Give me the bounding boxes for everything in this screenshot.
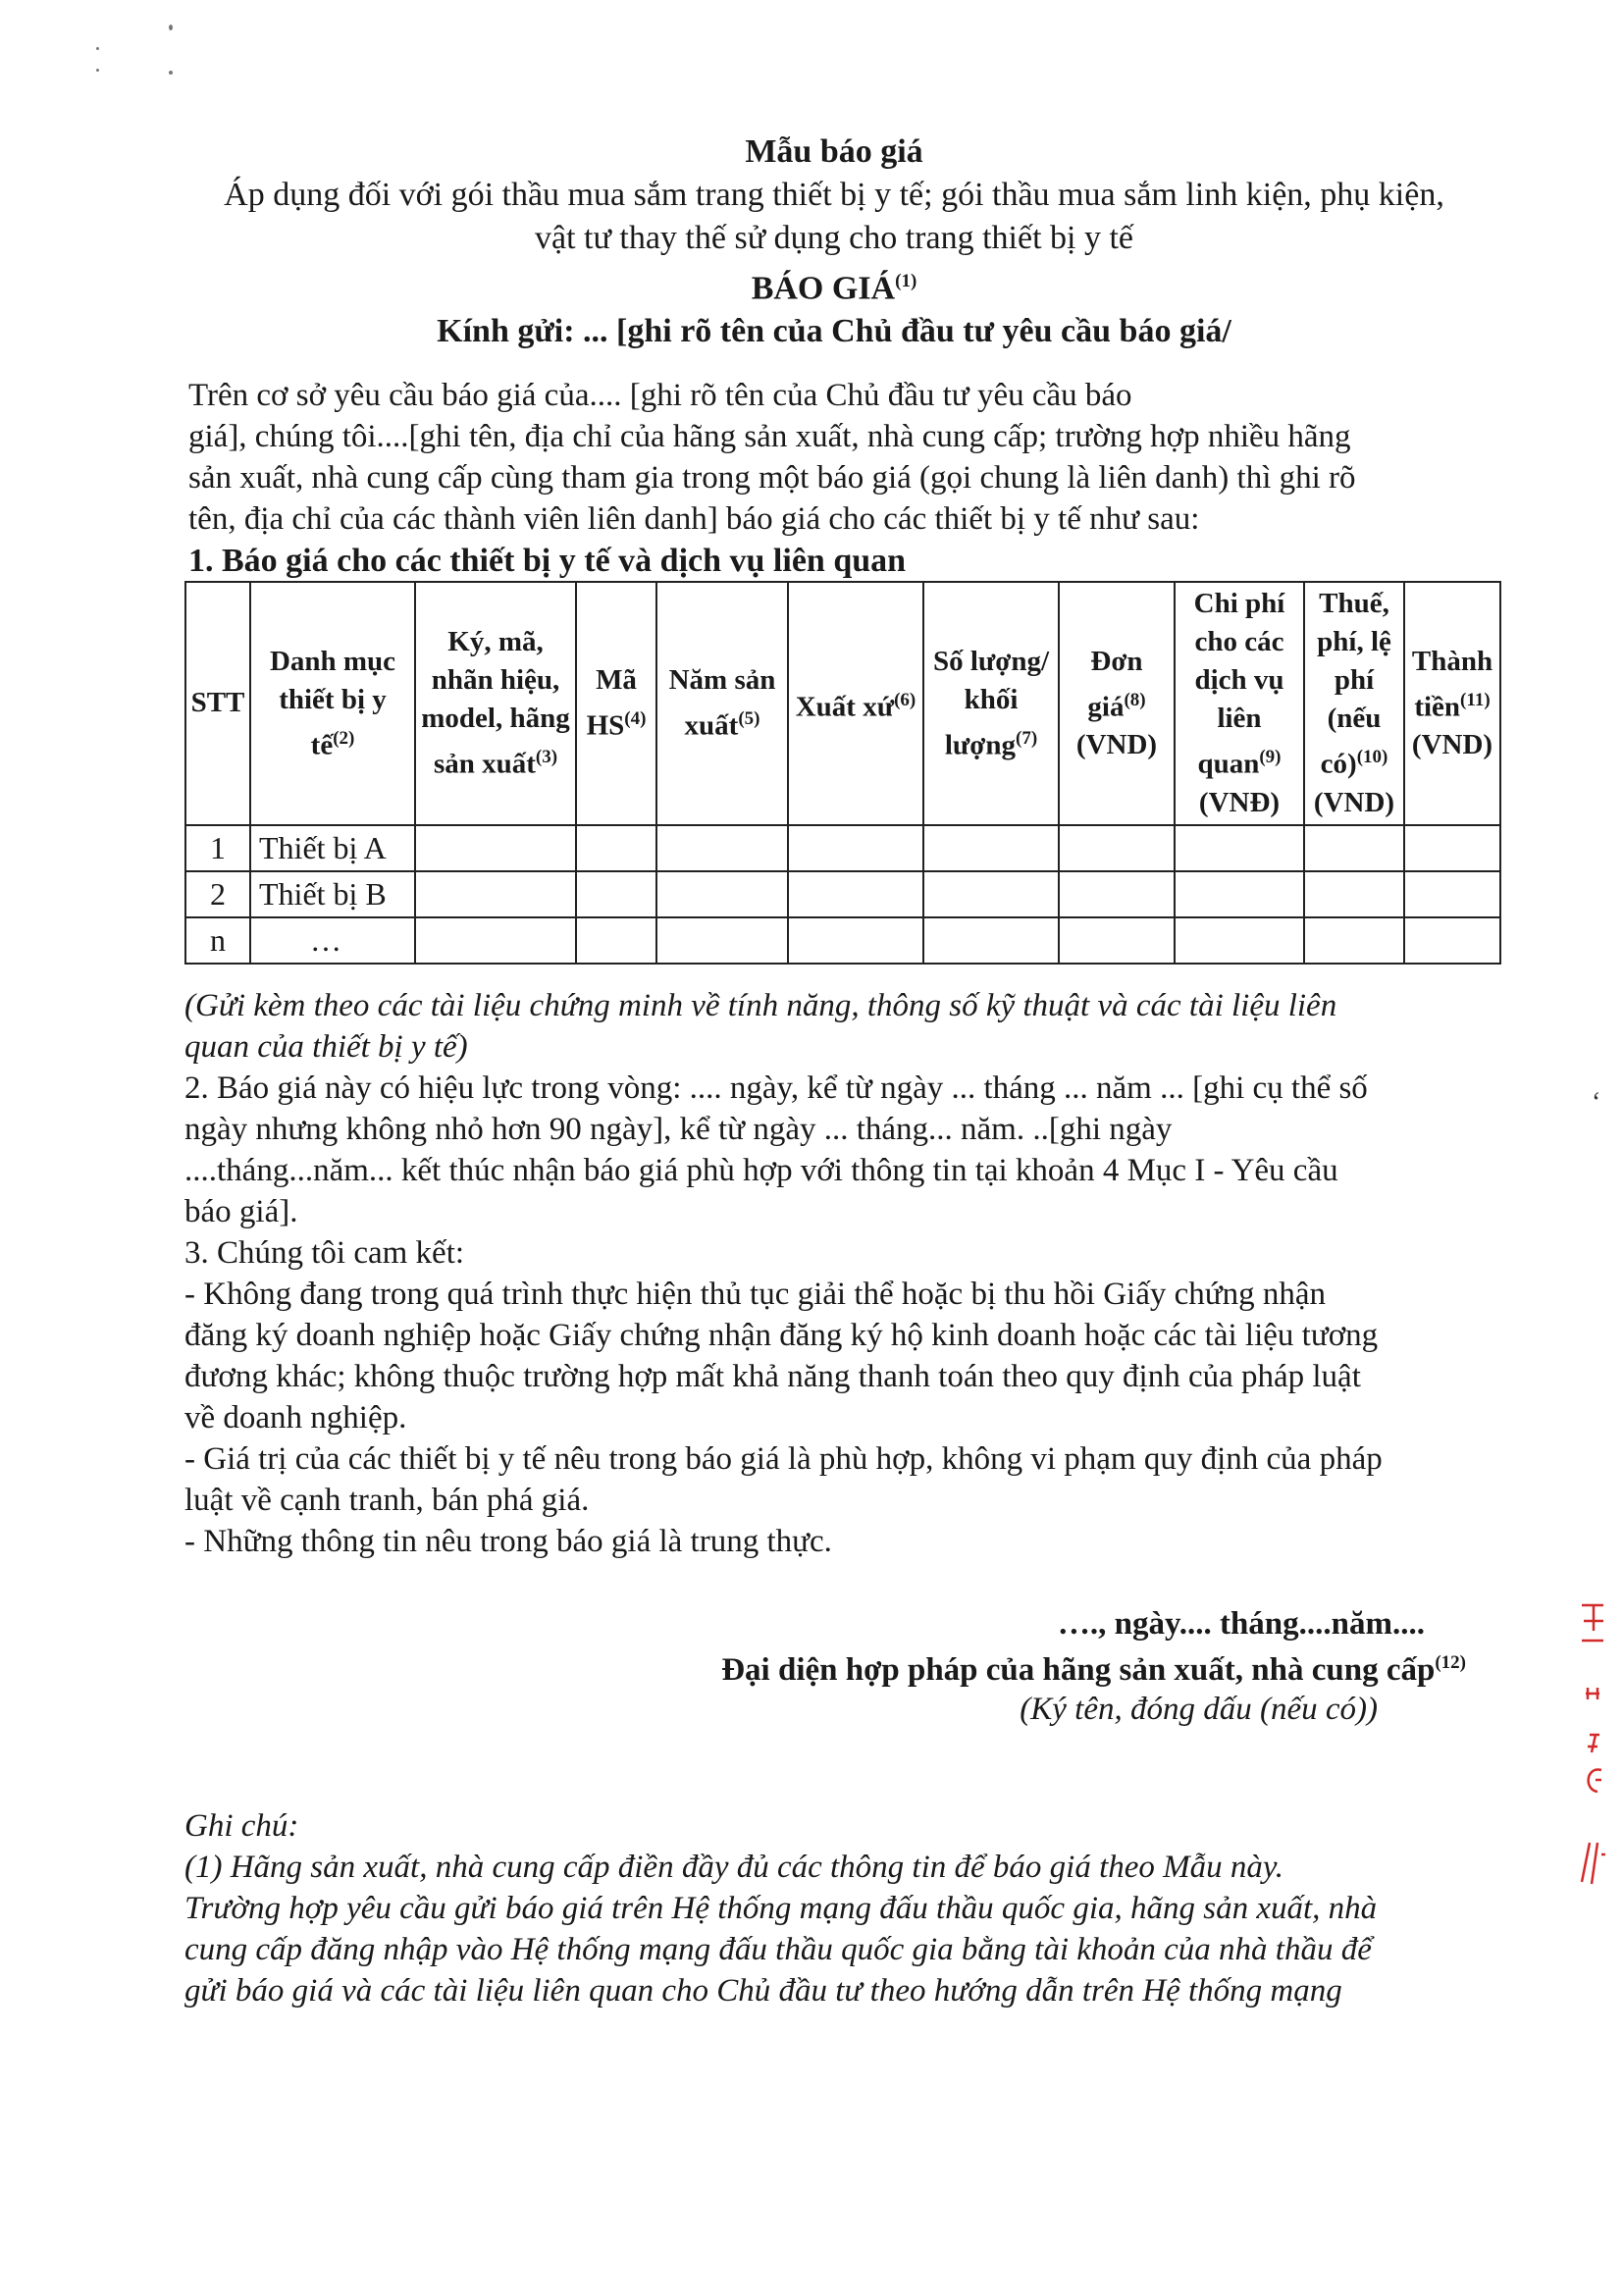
col-header-stt: STT <box>185 582 250 825</box>
cell-empty <box>923 871 1059 917</box>
recipient-line: Kính gửi: ... [ghi rõ tên của Chủ đầu tư yêu cầu báo giá/ <box>437 313 1231 350</box>
cell-empty <box>1404 825 1500 871</box>
section-3-title: 3. Chúng tôi cam kết: <box>184 1235 465 1271</box>
representative-line: Đại diện hợp pháp của hãng sản xuất, nhà cung cấp$^{(12)}$ <box>721 1652 1466 1688</box>
section-2-line: ....tháng...năm... kết thúc nhận báo giá phù hợp với thông tin tại khoản 4 Mục I - Yêu cầu <box>184 1153 1338 1188</box>
commitment-line: về doanh nghiệp. <box>184 1400 407 1435</box>
cell-empty <box>1059 871 1175 917</box>
col-header-quantity: Số lượng/ khối lượng$^{(7)}$ <box>923 582 1059 825</box>
cell-empty <box>1175 917 1304 964</box>
col-header-model: Ký, mã, nhãn hiệu, model, hãng sản xuất$^{(3)}$ <box>415 582 576 825</box>
cell-empty <box>1304 825 1404 871</box>
signature-block <box>721 1604 1466 1729</box>
cell-empty <box>788 917 923 964</box>
col-header-tax: Thuế, phí, lệ phí (nếu có)$^{(10)}$ (VND) <box>1304 582 1404 825</box>
scan-speck <box>96 47 99 50</box>
table-header-row <box>185 582 1500 825</box>
cell-empty <box>923 917 1059 964</box>
quote-title-text: BÁO GIÁ <box>751 270 896 307</box>
cell-empty <box>1059 825 1175 871</box>
cell-item: Thiết bị A <box>250 825 415 871</box>
cell-empty <box>1404 917 1500 964</box>
cell-empty <box>1175 825 1304 871</box>
col-header-item: Danh mục thiết bị y tế$^{(2)}$ <box>250 582 415 825</box>
col-header-origin: Xuất xứ$^{(6)}$ <box>788 582 923 825</box>
scan-speck <box>169 71 173 75</box>
cell-empty <box>656 825 788 871</box>
notes-title: Ghi chú: <box>184 1808 299 1844</box>
sign-instruction: (Ký tên, đóng dấu (nếu có)) <box>1020 1692 1378 1727</box>
form-title: Mẫu báo giá <box>745 133 923 170</box>
commitment-line: đăng ký doanh nghiệp hoặc Giấy chứng nhận đăng ký hộ kinh doanh hoặc các tài liệu tương <box>184 1318 1379 1353</box>
cell-empty <box>1059 917 1175 964</box>
section-2-line: báo giá]. <box>184 1194 298 1229</box>
applies-line-2: vật tư thay thế sử dụng cho trang thiết bị y tế <box>534 220 1133 256</box>
title-block <box>157 130 1511 353</box>
cell-empty <box>1304 917 1404 964</box>
cell-empty <box>1304 871 1404 917</box>
intro-paragraph <box>188 375 1503 540</box>
col-header-hs-code: Mã HS$^{(4)}$ <box>576 582 656 825</box>
margin-stamp-fragment <box>1568 1597 1617 1921</box>
commitment-line: - Những thông tin nêu trong báo giá là trung thực. <box>184 1524 832 1559</box>
applies-line-1: Áp dụng đối với gói thầu mua sắm trang thiết bị y tế; gói thầu mua sắm linh kiện, phụ kiện, <box>224 177 1444 213</box>
section-2-line: 2. Báo giá này có hiệu lực trong vòng: .... ngày, kể từ ngày ... tháng ... năm ... [ghi cụ thể số <box>184 1070 1368 1106</box>
intro-line: giá], chúng tôi....[ghi tên, địa chỉ của hãng sản xuất, nhà cung cấp; trường hợp nhiều hãng <box>188 419 1351 454</box>
cell-empty <box>576 825 656 871</box>
cell-item: Thiết bị B <box>250 871 415 917</box>
attachments-note-line: quan của thiết bị y tế) <box>184 1029 468 1065</box>
commitment-line: đương khác; không thuộc trường hợp mất khả năng thanh toán theo quy định của pháp luật <box>184 1359 1361 1394</box>
col-header-year: Năm sản xuất$^{(5)}$ <box>656 582 788 825</box>
commitment-line: - Không đang trong quá trình thực hiện thủ tục giải thể hoặc bị thu hồi Giấy chứng nhận <box>184 1277 1327 1312</box>
note-line: (1) Hãng sản xuất, nhà cung cấp điền đầy đủ các thông tin để báo giá theo Mẫu này. <box>184 1850 1283 1885</box>
cell-empty <box>415 917 576 964</box>
scan-speck <box>96 69 99 72</box>
cell-stt: n <box>185 917 250 964</box>
note-line: cung cấp đăng nhập vào Hệ thống mạng đấu thầu quốc gia bằng tài khoản của nhà thầu để <box>184 1932 1372 1967</box>
cell-stt: 2 <box>185 871 250 917</box>
scan-speck <box>169 25 173 30</box>
cell-empty <box>1175 871 1304 917</box>
cell-stt: 1 <box>185 825 250 871</box>
section-1-title: 1. Báo giá cho các thiết bị y tế và dịch vụ liên quan <box>188 543 907 579</box>
col-header-service-cost: Chi phí cho các dịch vụ liên quan$^{(9)}$ (VNĐ) <box>1175 582 1304 825</box>
intro-line: tên, địa chỉ của các thành viên liên danh] báo giá cho các thiết bị y tế như sau: <box>188 501 1200 537</box>
attachments-note-line: (Gửi kèm theo các tài liệu chứng minh về tính năng, thông số kỹ thuật và các tài liệu liên <box>184 988 1337 1023</box>
margin-tick-mark: ʻ <box>1592 1087 1601 1118</box>
date-line: …., ngày.... tháng....năm.... <box>1057 1606 1425 1642</box>
cell-empty <box>656 917 788 964</box>
cell-empty <box>788 825 923 871</box>
cell-empty <box>415 871 576 917</box>
cell-empty <box>415 825 576 871</box>
quote-table <box>184 581 1501 965</box>
note-line: Trường hợp yêu cầu gửi báo giá trên Hệ thống mạng đấu thầu quốc gia, hãng sản xuất, nhà <box>184 1891 1378 1926</box>
table-row <box>185 871 1500 917</box>
notes-section <box>184 1805 1509 2011</box>
col-header-unit-price: Đơn giá$^{(8)}$ (VND) <box>1059 582 1175 825</box>
intro-line: Trên cơ sở yêu cầu báo giá của.... [ghi rõ tên của Chủ đầu tư yêu cầu báo <box>188 378 1132 413</box>
cell-item: … <box>250 917 415 964</box>
cell-empty <box>576 871 656 917</box>
quote-title-note: (1) <box>895 271 917 291</box>
commitment-line: - Giá trị của các thiết bị y tế nêu trong báo giá là phù hợp, không vi phạm quy định của pháp <box>184 1441 1383 1477</box>
cell-empty <box>788 871 923 917</box>
cell-empty <box>923 825 1059 871</box>
intro-line: sản xuất, nhà cung cấp cùng tham gia trong một báo giá (gọi chung là liên danh) thì ghi rõ <box>188 460 1356 496</box>
note-line: gửi báo giá và các tài liệu liên quan cho Chủ đầu tư theo hướng dẫn trên Hệ thống mạng <box>184 1973 1342 2009</box>
cell-empty <box>656 871 788 917</box>
cell-empty <box>1404 871 1500 917</box>
table-row <box>185 917 1500 964</box>
cell-empty <box>576 917 656 964</box>
section-2-line: ngày nhưng không nhỏ hơn 90 ngày], kể từ ngày ... tháng... năm. ..[ghi ngày <box>184 1112 1173 1147</box>
table-row <box>185 825 1500 871</box>
body-text <box>184 985 1509 1562</box>
col-header-total: Thành tiền$^{(11)}$ (VND) <box>1404 582 1500 825</box>
commitment-line: luật về cạnh tranh, bán phá giá. <box>184 1483 590 1518</box>
quote-title <box>157 260 1511 310</box>
